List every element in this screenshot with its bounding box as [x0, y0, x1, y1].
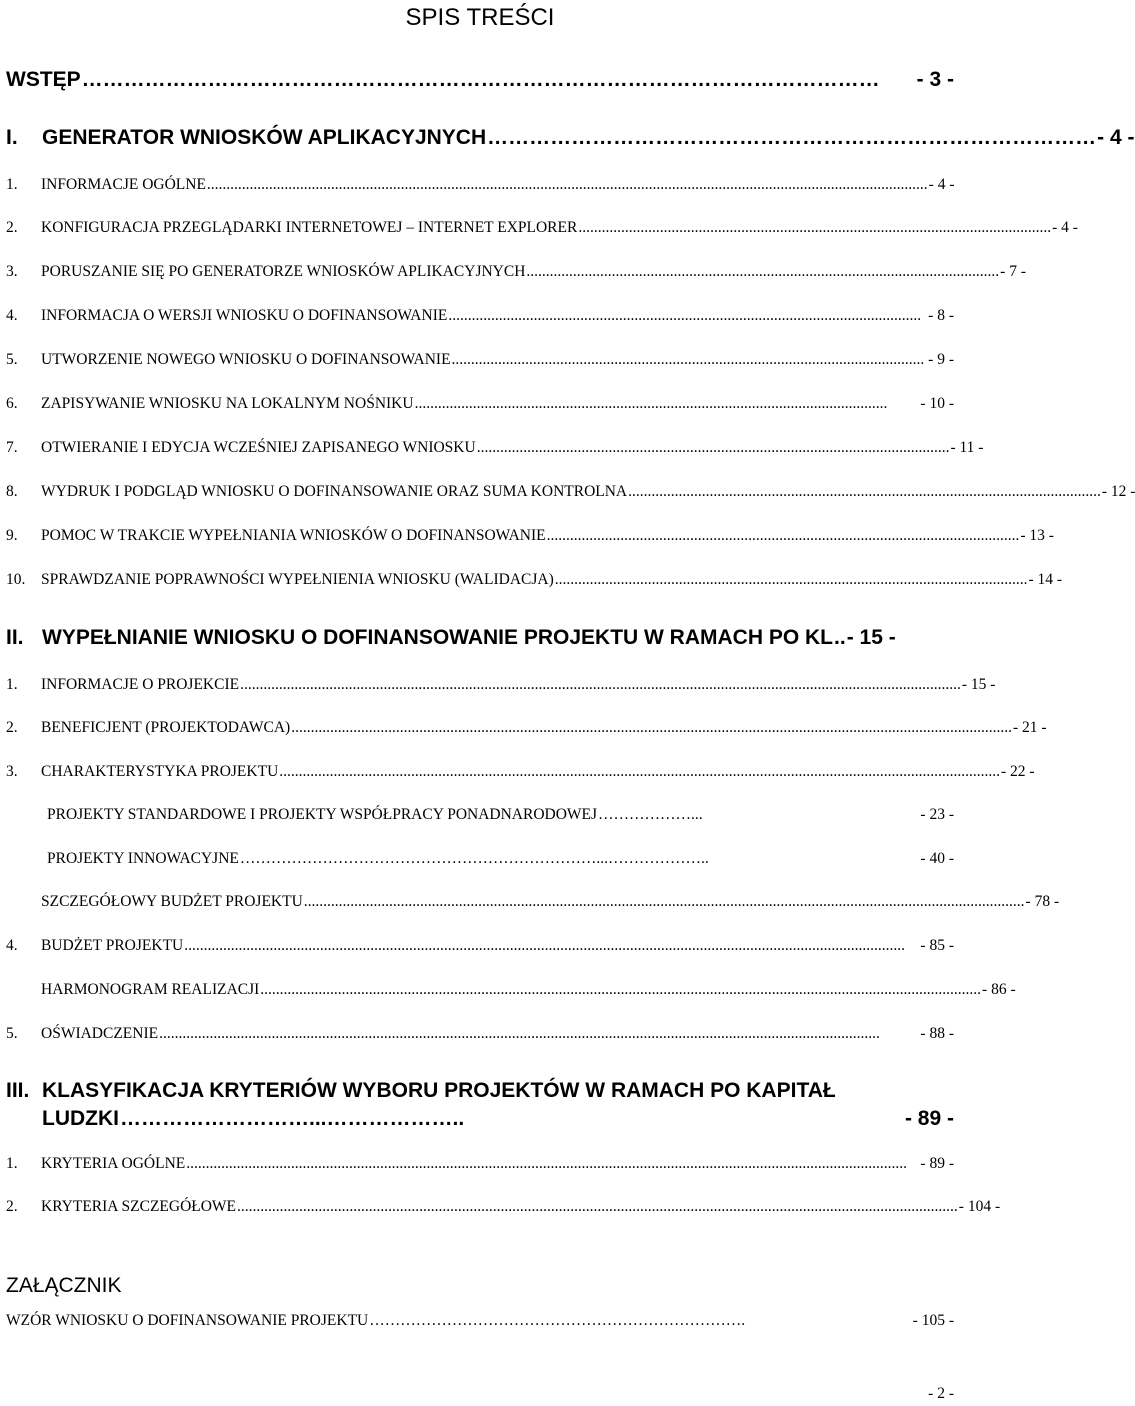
toc-page: - 4 - — [928, 176, 955, 193]
toc-number: II. — [6, 626, 24, 649]
toc-page: - 4 - — [1052, 219, 1078, 236]
toc-label: KRYTERIA OGÓLNE — [41, 1155, 186, 1172]
toc-leader: .......................................................................................................................... — [628, 483, 1101, 500]
toc-number: 6. — [6, 395, 18, 412]
toc-label: SZCZEGÓŁOWY BUDŻET PROJEKTU — [41, 893, 303, 910]
toc-label: WSTĘP — [6, 68, 81, 91]
toc-leader: .......................................................................................................................................................................................... — [303, 893, 1025, 910]
toc-label: KLASYFIKACJA KRYTERIÓW WYBORU PROJEKTÓW W RAMACH PO KAPITAŁ — [42, 1079, 836, 1102]
toc-leader: .......................................................................................................................................................................................... — [240, 676, 961, 693]
toc-entry-chapter-2[interactable] — [6, 624, 954, 652]
toc-page: - 9 - — [928, 351, 954, 368]
toc-label: INFORMACJE OGÓLNE — [41, 176, 206, 193]
toc-leader: .......................................................................................................................... — [526, 263, 1000, 280]
toc-leader: .......................................................................................................................................................................................... — [279, 763, 1001, 780]
toc-label: BENEFICJENT (PROJEKTODAWCA) — [41, 719, 291, 736]
toc-label: OŚWIADCZENIE — [41, 1025, 159, 1042]
toc-page: - 40 - — [920, 850, 954, 867]
toc-entry[interactable] — [6, 217, 1078, 239]
toc-leader: ………………………………………………………………. — [369, 1312, 746, 1329]
toc-number: 2. — [6, 219, 18, 236]
toc-label: OTWIERANIE I EDYCJA WCZEŚNIEJ ZAPISANEGO WNIOSKU — [41, 439, 476, 456]
toc-entry[interactable] — [6, 1196, 1001, 1218]
toc-entry[interactable] — [6, 525, 1054, 547]
toc-leader: .......................................................................................................................................................................................... — [260, 981, 982, 998]
toc-label: INFORMACJA O WERSJI WNIOSKU O DOFINANSOWANIE — [41, 307, 448, 324]
toc-label: UTWORZENIE NOWEGO WNIOSKU O DOFINANSOWANIE — [41, 351, 451, 368]
toc-page: - 86 - — [982, 981, 1016, 998]
toc-leader: .......................................................................................................................... — [451, 351, 925, 368]
toc-number: 4. — [6, 307, 18, 324]
toc-leader: .......................................................................................................................... — [414, 395, 888, 412]
toc-number: 4. — [6, 937, 18, 954]
toc-number: 1. — [6, 176, 18, 193]
toc-number: 1. — [6, 1155, 18, 1172]
toc-number: 2. — [6, 719, 18, 736]
toc-entry[interactable] — [6, 1023, 954, 1045]
toc-leader: ………………………...……………….. — [120, 1107, 465, 1130]
toc-entry-wstep[interactable] — [6, 66, 954, 94]
toc-number: 7. — [6, 439, 18, 456]
toc-leader: .......................................................................................................................................................................................... — [184, 937, 905, 954]
toc-leader: .......................................................................................................................... — [554, 571, 1028, 588]
toc-page: - 4 - — [1097, 126, 1135, 149]
toc-number: 5. — [6, 1025, 18, 1042]
toc-number: 3. — [6, 763, 18, 780]
toc-entry-appendix[interactable] — [6, 1272, 954, 1300]
toc-number: I. — [6, 126, 18, 149]
toc-page: - 21 - — [1012, 719, 1047, 736]
toc-label: PORUSZANIE SIĘ PO GENERATORZE WNIOSKÓW APLIKACYJNYCH — [41, 263, 526, 280]
toc-label: CHARAKTERYSTYKA PROJEKTU — [41, 763, 279, 780]
toc-entry[interactable] — [6, 174, 954, 196]
toc-entry-chapter-3[interactable] — [6, 1077, 954, 1133]
toc-page: - 78 - — [1025, 893, 1060, 910]
toc-page: - 23 - — [920, 806, 954, 823]
toc-label: HARMONOGRAM REALIZACJI — [41, 981, 260, 998]
toc-label-continued: LUDZKI — [42, 1107, 119, 1130]
toc-leader: ………………... — [598, 806, 703, 823]
page-number: - 2 - — [928, 1385, 954, 1402]
toc-entry[interactable] — [6, 1310, 954, 1332]
toc-leader: …………………………………………………………………………………………………… — [81, 68, 880, 91]
toc-leader: .......................................................................................................................................................................................... — [186, 1155, 907, 1172]
toc-leader: …………………………………………………………………………… — [487, 126, 1097, 149]
toc-leader: .......................................................................................................................... — [448, 307, 922, 324]
toc-entry[interactable] — [6, 393, 954, 415]
toc-page: - 3 - — [916, 68, 954, 91]
toc-number: 5. — [6, 351, 18, 368]
toc-label: KRYTERIA SZCZEGÓŁOWE — [41, 1198, 237, 1215]
toc-label: INFORMACJE O PROJEKCIE — [41, 676, 240, 693]
toc-label: WYPEŁNIANIE WNIOSKU O DOFINANSOWANIE PROJEKTU W RAMACH PO KL — [42, 626, 834, 649]
toc-label: WYDRUK I PODGLĄD WNIOSKU O DOFINANSOWANIE ORAZ SUMA KONTROLNA — [41, 483, 628, 500]
toc-label: ZAŁĄCZNIK — [6, 1274, 122, 1297]
toc-entry[interactable] — [6, 261, 1026, 283]
toc-page: - 22 - — [1001, 763, 1035, 780]
toc-label: POMOC W TRAKCIE WYPEŁNIANIA WNIOSKÓW O DOFINANSOWANIE — [41, 527, 546, 544]
toc-leader: ……………………………………………………………...……………….. — [239, 850, 709, 867]
toc-label: KONFIGURACJA PRZEGLĄDARKI INTERNETOWEJ – INTERNET EXPLORER — [41, 219, 578, 236]
toc-label: PROJEKTY INNOWACYJNE — [47, 850, 239, 867]
toc-label: GENERATOR WNIOSKÓW APLIKACYJNYCH — [42, 126, 487, 149]
toc-number: 9. — [6, 527, 18, 544]
toc-page: - 89 - — [920, 1155, 954, 1172]
toc-page: - 13 - — [1020, 527, 1054, 544]
toc-leader: .......................................................................................................................................................................................... — [291, 719, 1012, 736]
toc-page: - 89 - — [904, 1107, 954, 1130]
toc-page: - 15 - — [846, 626, 896, 649]
toc-label: PROJEKTY STANDARDOWE I PROJEKTY WSPÓŁPRACY PONADNARODOWEJ — [47, 806, 598, 823]
toc-leader: .......................................................................................................................................................................................... — [237, 1198, 958, 1215]
toc-entry[interactable] — [6, 1153, 954, 1175]
toc-page: - 88 - — [920, 1025, 954, 1042]
toc-page: - 14 - — [1028, 571, 1063, 588]
toc-number: 10. — [6, 571, 26, 588]
toc-entry[interactable] — [6, 349, 954, 371]
toc-number: 3. — [6, 263, 18, 280]
toc-leader: .. — [834, 626, 846, 649]
toc-leader: .......................................................................................................................... — [476, 439, 950, 456]
toc-leader: .......................................................................................................................................................................................... — [159, 1025, 880, 1042]
toc-number: 1. — [6, 676, 18, 693]
toc-entry[interactable] — [6, 569, 1063, 591]
toc-page: - 105 - — [912, 1312, 954, 1329]
toc-entry[interactable] — [6, 804, 954, 826]
toc-entry[interactable] — [6, 891, 1060, 913]
toc-page: - 15 - — [961, 676, 996, 693]
toc-page: - 85 - — [920, 937, 954, 954]
toc-label: BUDŻET PROJEKTU — [41, 937, 184, 954]
toc-entry-chapter-1[interactable] — [6, 124, 1135, 152]
toc-page: - 8 - — [928, 307, 954, 324]
toc-entry[interactable] — [6, 935, 954, 957]
toc-entry[interactable] — [6, 979, 1016, 1001]
toc-entry[interactable] — [6, 717, 1047, 739]
toc-entry[interactable] — [6, 305, 954, 327]
toc-entry[interactable] — [6, 848, 954, 870]
toc-page: - 7 - — [1000, 263, 1026, 280]
toc-number: III. — [6, 1079, 30, 1102]
toc-leader: .......................................................................................................................... — [546, 527, 1020, 544]
toc-entry[interactable] — [6, 761, 1035, 783]
toc-entry[interactable] — [6, 437, 984, 459]
toc-label: WZÓR WNIOSKU O DOFINANSOWANIE PROJEKTU — [6, 1312, 369, 1329]
toc-leader: .......................................................................................................................................................................................... — [206, 176, 928, 193]
toc-label: SPRAWDZANIE POPRAWNOŚCI WYPEŁNIENIA WNIOSKU (WALIDACJA) — [41, 571, 554, 588]
toc-page: - 104 - — [958, 1198, 1001, 1215]
toc-number: 2. — [6, 1198, 18, 1215]
toc-page: - 11 - — [950, 439, 984, 456]
toc-entry[interactable] — [6, 481, 1135, 503]
page-title: SPIS TREŚCI — [405, 4, 555, 31]
toc-page: - 12 - — [1101, 483, 1135, 500]
toc-number: 8. — [6, 483, 18, 500]
toc-entry[interactable] — [6, 674, 996, 696]
toc-label: ZAPISYWANIE WNIOSKU NA LOKALNYM NOŚNIKU — [41, 395, 414, 412]
toc-page: - 10 - — [920, 395, 954, 412]
toc-leader: .......................................................................................................................... — [578, 219, 1052, 236]
